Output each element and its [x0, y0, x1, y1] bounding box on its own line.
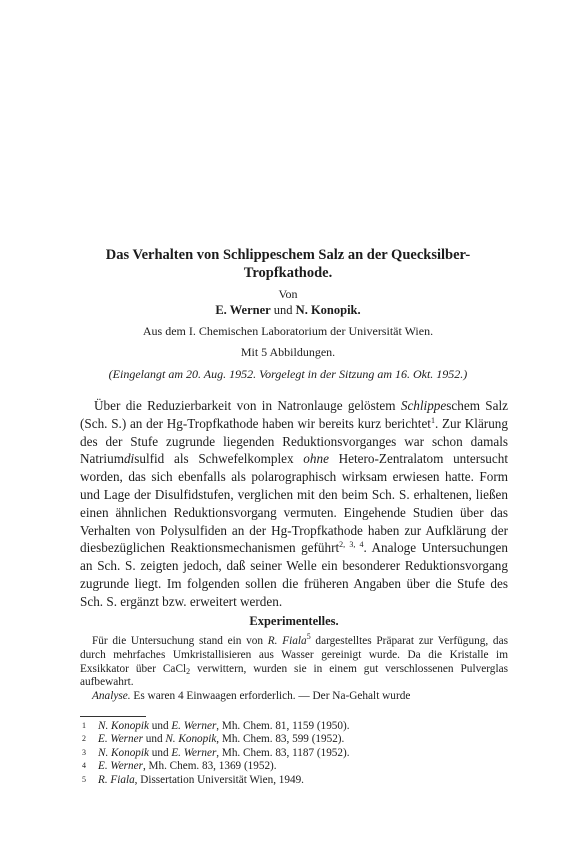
footnote-ref: 2, 3, 4 [339, 540, 364, 550]
footnote-author: E. Werner [171, 746, 217, 759]
experimental-text: Für die Untersuchung stand ein von [92, 635, 268, 647]
intro-text: . Zur Klärung des der Stufe zugrunde liegenden Reduktionsvorganges war schon damals Natrium [80, 415, 508, 467]
footnote-text [98, 760, 277, 773]
footnote [82, 774, 502, 787]
affiliation: Aus dem I. Chemischen Laboratorium der Universität Wien. [142, 324, 434, 338]
figures-note: Mit 5 Abbildungen. [240, 345, 336, 359]
intro-text: sulfid als Schwefelkomplex [134, 451, 304, 467]
footnote-author: R. Fiala [98, 773, 135, 786]
title-line-2: Tropfkathode. [243, 265, 333, 281]
footnote-number: 3 [82, 747, 86, 757]
footnote-text [98, 720, 350, 733]
intro-text: Hetero-Zentralatom untersucht worden, das sich ebenfalls als polarographisch wirksam erwiesen hatte. Form und Lage der Disulfidstufen, verglichen mit den beim Sch. S. erhaltenen, ließen einen ähnlichen Reduktionsvorgang vermuten. Eingehende Studien über das Verhalten von Polysulfiden an der Hg-Tropfkathode haben zur Aufklärung der diesbezüglichen Reaktionsmechanismen geführt [80, 451, 509, 556]
footnote-number: 2 [82, 734, 86, 744]
footnote-ref-text: , Mh. Chem. 83, 1187 (1952). [216, 746, 350, 759]
footnote-number: 1 [82, 721, 86, 730]
footnote-author: N. Konopik [98, 746, 149, 759]
footnote-text [98, 774, 304, 787]
footnote-author: N. Konopik [165, 733, 217, 746]
experimental-section [80, 632, 508, 704]
footnote-author: E. Werner [98, 733, 143, 746]
intro-italic-name: Schlippe [400, 398, 447, 413]
article-title [60, 246, 516, 282]
footnote-text [98, 733, 344, 746]
footnote-author: N. Konopik [98, 720, 149, 732]
footnote-ref-text: , Mh. Chem. 83, 1369 (1952). [142, 760, 277, 773]
footnote-ref-text: , Mh. Chem. 83, 599 (1952). [216, 733, 345, 746]
footnote-author: E. Werner [98, 760, 143, 773]
experimental-paragraph [80, 632, 508, 690]
footnote-conj: und [148, 720, 172, 732]
experimental-italic: R. Fiala [267, 635, 307, 647]
footnote-number: 5 [82, 774, 86, 784]
footnote-text [98, 747, 350, 760]
subscript: 2 [186, 666, 191, 676]
footnote-ref: 5 [306, 632, 311, 641]
byline-von: Von [278, 287, 298, 301]
footnote-number: 4 [82, 761, 86, 771]
section-heading: Experimentelles. [249, 614, 339, 628]
experimental-text: verwittern, wurden sie in einem gut verschlossenen Pulverglas aufbewahrt. [80, 662, 508, 689]
author-2: N. Konopik. [295, 303, 361, 317]
intro-text: . Analoge Untersuchungen an Sch. S. zeigten jedoch, daß seiner Welle ein besonderer Reduktionsvorgang zugrunde liegt. Im folgenden sollen die früheren Angaben über die Stufe des Sch. S. ergänzt bzw. erweitert werden. [80, 540, 508, 609]
footnote-author: E. Werner [171, 720, 217, 732]
footnote-ref-text: , Dissertation Universität Wien, 1949. [134, 773, 304, 786]
intro-text: schem Salz (Sch. S.) an der Hg-Tropfkathode haben wir bereits kurz berichtet [80, 398, 508, 431]
experimental-text: dargestelltes Präparat zur Verfügung, das durch mehrfaches Umkristallisieren aus Wasser gereinigt wurde. Da die Kristalle im Exsikkator über CaCl [80, 635, 508, 675]
author-conjunction: und [273, 303, 293, 317]
footnote-conj: und [142, 733, 166, 746]
footnote-ref: 1 [430, 415, 435, 425]
footnote [82, 720, 502, 733]
title-line-1: Das Verhalten von Schlippeschem Salz an der Quecksilber- [105, 247, 471, 263]
analysis-text: Es waren 4 Einwaagen erforderlich. — Der Na-Gehalt wurde [130, 690, 411, 703]
intro-italic: ohne [303, 451, 329, 467]
footnote-divider [80, 716, 146, 717]
intro-text: Über die Reduzierbarkeit von in Natronlauge gelöstem [94, 398, 401, 413]
analysis-paragraph [80, 690, 508, 704]
footnote-ref-text: , Mh. Chem. 81, 1159 (1950). [216, 720, 350, 732]
author-1: E. Werner [215, 303, 271, 317]
analysis-label: Analyse. [92, 690, 131, 703]
intro-paragraph [80, 397, 508, 611]
footnote [82, 733, 502, 746]
footnote [82, 747, 502, 760]
received-dates: (Eingelangt am 20. Aug. 1952. Vorgelegt in der Sitzung am 16. Okt. 1952.) [108, 367, 468, 381]
intro-section [80, 397, 508, 611]
footnote-conj: und [148, 746, 172, 759]
footnote [82, 760, 502, 773]
intro-italic: di [123, 451, 135, 467]
authors [40, 303, 536, 318]
footnotes [82, 720, 502, 787]
